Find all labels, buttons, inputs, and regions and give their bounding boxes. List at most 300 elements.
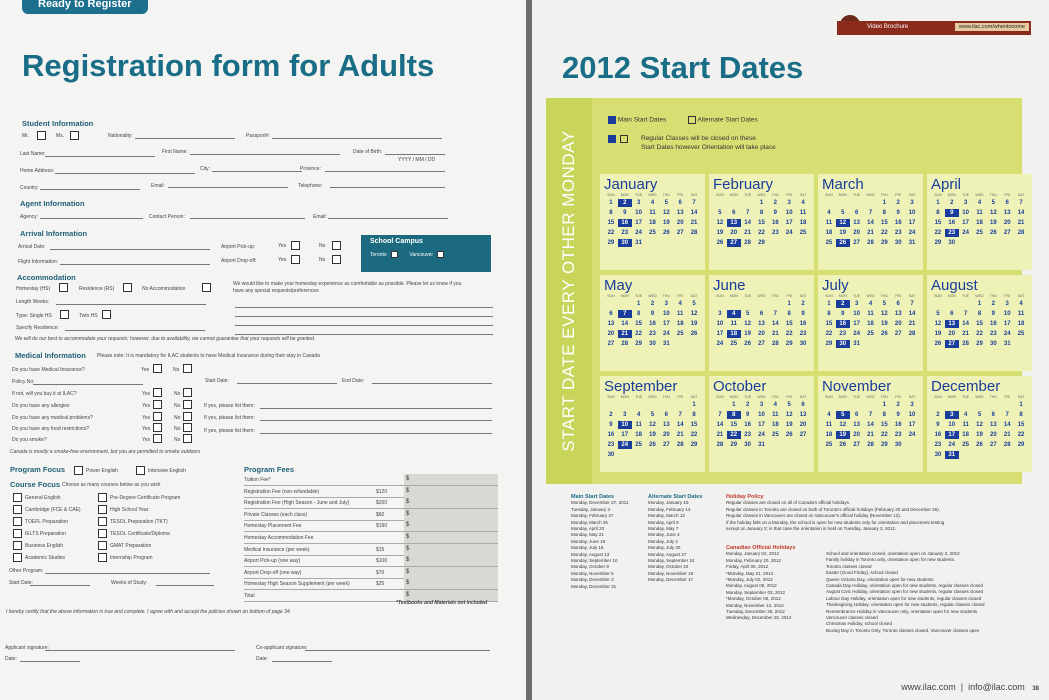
- footer-email[interactable]: info@ilac.com: [968, 682, 1025, 692]
- agency-field[interactable]: [40, 218, 143, 219]
- fee-amount-input[interactable]: $: [404, 555, 498, 566]
- empty-day: [959, 300, 973, 308]
- power-english-checkbox[interactable]: [74, 466, 83, 475]
- calendar-day: 16: [934, 432, 942, 438]
- calendar-day: 30: [948, 240, 956, 246]
- calendar-day: 3: [854, 301, 859, 307]
- course-start-date-field[interactable]: [30, 585, 90, 586]
- specify-residence-field[interactable]: [65, 330, 205, 331]
- weekday-label: THU: [989, 294, 997, 298]
- pickup-yes-label: Yes: [278, 243, 287, 249]
- smoke-no-checkbox[interactable]: [183, 434, 192, 443]
- day-grid: [713, 300, 810, 348]
- nationality-field[interactable]: [135, 138, 235, 139]
- holiday-note-line: Labour Day Holiday, orientation open for new students, regular classes closed: [826, 595, 982, 601]
- school-campus-box: [361, 235, 491, 272]
- calendar-day: 3: [1005, 301, 1009, 307]
- ms-label: Ms.: [56, 133, 65, 139]
- allergies-no-checkbox[interactable]: [183, 400, 192, 409]
- coapplicant-date-field[interactable]: [272, 661, 332, 662]
- fee-amount-input[interactable]: $: [404, 474, 498, 485]
- alt-dates-list-line: Monday, October 22: [648, 564, 689, 570]
- calendar-day: 13: [1003, 210, 1011, 216]
- country-label: Country:: [20, 185, 39, 191]
- calendar-day: 1: [827, 301, 831, 307]
- weekday-label: SAT: [690, 294, 698, 298]
- food-restrictions-yes-label: Yes: [142, 426, 151, 432]
- start-date-day: 27: [727, 239, 741, 247]
- calendar-day: 6: [854, 412, 859, 418]
- program-fees-heading: Program Fees: [244, 465, 295, 474]
- dropoff-yes-checkbox[interactable]: [291, 255, 300, 264]
- holiday-policy-line: Regular classes in Vancouver are closed on Vancouver's official holiday (November 12).: [726, 513, 901, 519]
- calendar-day: 25: [825, 240, 833, 246]
- fee-amount-input[interactable]: $: [404, 520, 498, 531]
- calendar-day: 26: [976, 442, 983, 448]
- calendar-day: 17: [962, 220, 969, 226]
- contact-person-label: Contact Person:: [149, 214, 185, 220]
- ins-yes-checkbox[interactable]: [153, 364, 162, 373]
- calendar-day: 21: [867, 432, 874, 438]
- calendar-day: 27: [607, 341, 615, 347]
- calendar-day: 24: [948, 442, 956, 448]
- calendar-day: 26: [881, 331, 888, 337]
- calendar-day: 29: [881, 442, 888, 448]
- ins-end-date-field[interactable]: [372, 383, 492, 384]
- course-left-checkbox-1[interactable]: [13, 493, 22, 502]
- calendar-day: 18: [1017, 321, 1025, 327]
- flight-info-field[interactable]: [60, 264, 210, 265]
- weekday-label: THU: [989, 193, 997, 197]
- main-dates-list-line: Monday, April 23: [571, 526, 605, 532]
- calendar-day: 9: [896, 412, 900, 418]
- weekday-label: TUE: [744, 294, 752, 298]
- calendar-day: 7: [963, 311, 968, 317]
- calendar-day: 24: [853, 331, 860, 337]
- calendar-day: 16: [894, 220, 902, 226]
- calendar-day: 10: [853, 311, 860, 317]
- arrival-date-field[interactable]: [50, 249, 210, 250]
- calendar-day: 24: [758, 432, 765, 438]
- weekday-label: TUE: [744, 193, 752, 197]
- alt-dates-list-line: Monday, December 17: [648, 577, 694, 583]
- fee-amount-input[interactable]: $: [404, 486, 498, 497]
- coapplicant-signature-field[interactable]: [305, 650, 490, 651]
- calendar-day: 17: [908, 422, 916, 428]
- calendar-day: 28: [716, 442, 724, 448]
- start-dates-title: 2012 Start Dates: [562, 50, 804, 85]
- length-weeks-field[interactable]: [56, 304, 206, 305]
- main-dates-list-line: Monday, October 8: [571, 564, 609, 570]
- canadian-holidays-line: Tuesday, December 25, 2012: [726, 609, 785, 615]
- empty-day: [931, 300, 945, 308]
- calendar-day: 21: [744, 230, 751, 236]
- calendar-day: 10: [908, 210, 916, 216]
- calendar-day: 3: [664, 301, 669, 307]
- calendar-day: 28: [1017, 230, 1025, 236]
- applicant-date-field[interactable]: [20, 661, 80, 662]
- list-field-3[interactable]: [260, 433, 492, 434]
- fee-label: Registration Fee (High Season - June and July): [244, 500, 350, 507]
- footer-website[interactable]: www.ilac.com: [901, 682, 956, 692]
- legend-main-label: Main Start Dates: [617, 116, 667, 124]
- calendar-day: 21: [1003, 432, 1011, 438]
- course-right-checkbox-6[interactable]: [98, 553, 107, 562]
- pickup-yes-checkbox[interactable]: [291, 241, 300, 250]
- empty-day: [850, 401, 864, 409]
- calendar-day: 2: [609, 412, 613, 418]
- empty-day: [959, 401, 973, 409]
- calendar-day: 29: [785, 341, 793, 347]
- allergies-yes-checkbox[interactable]: [153, 400, 162, 409]
- policy-no-field[interactable]: [33, 384, 143, 385]
- holiday-policy-line: Regular classes in Toronto are closed on both of Toronto's official holidays (February 20 and December 26).: [726, 506, 940, 512]
- calendar-day: 13: [607, 321, 615, 327]
- video-brochure-banner[interactable]: [837, 21, 1031, 35]
- home-address-label: Home Address:: [20, 168, 55, 174]
- calendar-day: 6: [732, 210, 736, 216]
- calendar-day: 13: [990, 422, 997, 428]
- contact-person-field[interactable]: [190, 218, 305, 219]
- ready-to-register-tab: Ready to Register: [22, 0, 148, 14]
- city-field[interactable]: [212, 171, 302, 172]
- weekday-label: MON: [947, 395, 956, 399]
- fee-amount-input[interactable]: $: [404, 578, 498, 589]
- intensive-english-checkbox[interactable]: [136, 466, 145, 475]
- course-left-checkbox-5[interactable]: [13, 541, 22, 550]
- fee-amount-input[interactable]: $: [404, 590, 498, 601]
- calendar-day: 25: [649, 230, 656, 236]
- calendar-day: 15: [1017, 422, 1025, 428]
- calendar-day: 16: [990, 321, 997, 327]
- sidebar-text: START DATE EVERY OTHER MONDAY: [559, 130, 578, 452]
- calendar-day: 28: [690, 230, 698, 236]
- course-left-label-6: Academic Studies: [25, 555, 66, 561]
- calendar-day: 22: [758, 230, 765, 236]
- calendar-day: 3: [910, 200, 914, 206]
- main-dates-list-line: Monday, March 26: [571, 519, 608, 525]
- video-brochure-label: Video Brochure: [867, 24, 909, 30]
- agent-email-field[interactable]: [328, 218, 448, 219]
- weekday-label: WED: [648, 294, 657, 298]
- weekday-label: WED: [757, 294, 766, 298]
- calendar-day: 2: [950, 200, 954, 206]
- calendar-day: 25: [772, 432, 779, 438]
- ms-checkbox[interactable]: [70, 131, 79, 140]
- calendar-day: 15: [934, 220, 942, 226]
- twin-hs-checkbox[interactable]: [102, 310, 111, 319]
- smoke-yes-checkbox[interactable]: [153, 434, 162, 443]
- list-field-2[interactable]: [260, 420, 492, 421]
- dropoff-no-checkbox[interactable]: [332, 255, 341, 264]
- course-right-checkbox-5[interactable]: [98, 541, 107, 550]
- empty-day: [646, 401, 660, 409]
- calendar-day: 29: [934, 240, 942, 246]
- preferences-line-2[interactable]: [235, 316, 493, 317]
- weekday-label: MON: [729, 395, 738, 399]
- calendar-day: 29: [690, 442, 698, 448]
- fee-label: Airport Pick-up (one way): [244, 558, 301, 565]
- medical-problems-no-checkbox[interactable]: [183, 412, 192, 421]
- mr-label: Mr.: [22, 133, 29, 139]
- dob-field[interactable]: [385, 154, 445, 155]
- fee-price: $70: [376, 569, 385, 576]
- empty-day: [850, 199, 864, 207]
- calendar-day: 25: [799, 230, 807, 236]
- month-name: May: [604, 277, 633, 294]
- calendar-day: 2: [745, 402, 750, 408]
- empty-day: [986, 401, 1000, 409]
- calendar-day: 26: [839, 442, 847, 448]
- food-restrictions-no-label: No: [174, 426, 181, 432]
- pickup-no-checkbox[interactable]: [332, 241, 341, 250]
- main-dates-list-line: Monday, August 13: [571, 551, 610, 557]
- start-date-day: 4: [727, 310, 741, 318]
- food-restrictions-yes-checkbox[interactable]: [153, 423, 162, 432]
- course-left-checkbox-6[interactable]: [13, 553, 22, 562]
- calendar-day: 14: [867, 220, 874, 226]
- weekday-label: FRI: [1004, 294, 1011, 298]
- calendar-day: 16: [799, 321, 807, 327]
- day-grid: [931, 300, 1028, 348]
- fee-price: $60: [376, 511, 385, 518]
- ins-start-date-field[interactable]: [237, 383, 337, 384]
- residence-label: Residence (RS): [79, 286, 115, 292]
- holiday-policy-line: If the holiday falls on a Monday, the school is open for new students only for orientation and placement testing: [726, 519, 945, 525]
- alt-dates-list-line: Monday, September 24: [648, 558, 695, 564]
- calendar-day: 5: [718, 210, 722, 216]
- ins-no-checkbox[interactable]: [183, 364, 192, 373]
- calendar-day: 3: [759, 402, 764, 408]
- last-name-field[interactable]: [45, 156, 155, 157]
- course-focus-note: Choose as many courses below as you wish: [62, 482, 161, 488]
- calendar-day: 28: [1003, 442, 1011, 448]
- telephone-field[interactable]: [330, 187, 445, 188]
- weekday-label: SUN: [825, 294, 833, 298]
- calendar-day: 27: [853, 240, 860, 246]
- passport-label: Passport#:: [246, 133, 270, 139]
- form-title: Registration form for Adults: [22, 48, 435, 83]
- course-right-checkbox-2[interactable]: [98, 505, 107, 514]
- homestay-checkbox[interactable]: [59, 283, 68, 292]
- calendar-day: 8: [609, 210, 613, 216]
- weeks-study-field[interactable]: [156, 585, 214, 586]
- no-accommodation-checkbox[interactable]: [202, 283, 211, 292]
- calendar-day: 27: [1003, 230, 1011, 236]
- weekday-label: FRI: [677, 193, 684, 197]
- calendar-day: 28: [676, 442, 684, 448]
- course-right-checkbox-1[interactable]: [98, 493, 107, 502]
- homestay-label: Homestay (HS): [16, 286, 51, 292]
- calendar-day: 8: [882, 412, 887, 418]
- calendar-day: 5: [692, 301, 696, 307]
- buy-insurance-yes-checkbox[interactable]: [153, 388, 162, 397]
- residence-checkbox[interactable]: [123, 283, 132, 292]
- course-right-checkbox-4[interactable]: [98, 529, 107, 538]
- province-label: Province:: [300, 166, 321, 172]
- calendar-day: 15: [785, 321, 793, 327]
- fee-amount-input[interactable]: $: [404, 544, 498, 555]
- fee-price: $25: [376, 581, 385, 588]
- calendar-day: 11: [799, 210, 807, 216]
- calendar-day: 12: [934, 321, 942, 327]
- canadian-holidays-line: Monday, January 02, 2012: [726, 551, 779, 557]
- calendar-day: 25: [962, 442, 969, 448]
- calendar-day: 7: [678, 412, 682, 418]
- alt-dates-list-line: Monday, May 7: [648, 526, 679, 532]
- calendar-day: 3: [963, 200, 968, 206]
- preferences-line-4[interactable]: [235, 334, 493, 335]
- calendar-day: 19: [663, 220, 670, 226]
- weekday-label: SAT: [1017, 294, 1025, 298]
- other-program-field[interactable]: [45, 573, 210, 574]
- toronto-checkbox[interactable]: [391, 251, 398, 258]
- applicant-signature-field[interactable]: [45, 650, 235, 651]
- month-october: [709, 376, 814, 472]
- calendar-day: 6: [854, 210, 859, 216]
- passport-field[interactable]: [272, 138, 442, 139]
- fees-note: *Textbooks and Materials not included: [396, 600, 488, 606]
- alt-start-swatch: [688, 116, 696, 124]
- calendar-day: 4: [636, 412, 641, 418]
- month-february: [709, 174, 814, 270]
- calendar-day: 14: [1003, 422, 1011, 428]
- calendar-day: 9: [801, 311, 805, 317]
- empty-day: [713, 300, 727, 308]
- fee-amount-input[interactable]: $: [404, 532, 498, 543]
- email-field[interactable]: [168, 187, 288, 188]
- nationality-label: Nationality:: [108, 133, 133, 139]
- calendar-day: 30: [799, 341, 807, 347]
- agent-info-heading: Agent Information: [20, 199, 85, 208]
- province-field[interactable]: [325, 171, 445, 172]
- calendar-day: 14: [621, 321, 629, 327]
- calendar-day: 23: [990, 331, 997, 337]
- calendar-day: 23: [607, 442, 615, 448]
- food-restrictions-no-checkbox[interactable]: [183, 423, 192, 432]
- calendar-day: 12: [976, 422, 983, 428]
- calendar-day: 9: [936, 422, 940, 428]
- calendar-day: 15: [825, 321, 833, 327]
- calendar-day: 15: [730, 422, 738, 428]
- empty-day: [822, 199, 836, 207]
- canadian-holidays-line: *Monday, May 21, 2012: [726, 570, 774, 576]
- weekday-label: WED: [648, 193, 657, 197]
- single-hs-checkbox[interactable]: [60, 310, 69, 319]
- day-grid: [931, 401, 1028, 459]
- month-june: [709, 275, 814, 371]
- calendar-day: 12: [839, 422, 847, 428]
- canadian-holidays-line: Wednesday, December 26, 2012: [726, 615, 792, 621]
- calendar-day: 28: [867, 240, 874, 246]
- start-date-day: 22: [727, 431, 741, 439]
- home-address-field[interactable]: [55, 173, 195, 174]
- fee-amount-input[interactable]: $: [404, 509, 498, 520]
- fee-label: Airport Drop-off (one way): [244, 569, 302, 576]
- calendar-day: 1: [609, 200, 613, 206]
- buy-insurance-no-checkbox[interactable]: [183, 388, 192, 397]
- course-left-checkbox-3[interactable]: [13, 517, 22, 526]
- canadian-holidays: [726, 545, 795, 622]
- calendar-day: 20: [663, 432, 670, 438]
- vancouver-checkbox[interactable]: [437, 251, 444, 258]
- vancouver-label: Vancouver: [409, 251, 434, 258]
- calendar-day: 29: [730, 442, 738, 448]
- weekday-label: TUE: [962, 193, 970, 197]
- calendar-day: 4: [827, 412, 831, 418]
- empty-day: [741, 199, 755, 207]
- calendar-day: 12: [649, 422, 656, 428]
- calendar-day: 28: [621, 341, 629, 347]
- medical-problems-yes-checkbox[interactable]: [153, 412, 162, 421]
- calendar-day: 16: [894, 422, 902, 428]
- calendar-day: 15: [758, 220, 765, 226]
- month-april: [927, 174, 1032, 270]
- preferences-line-1[interactable]: [235, 307, 493, 308]
- fee-price: $190: [376, 523, 388, 530]
- calendar-day: 8: [977, 311, 982, 317]
- holiday-note-line: Family holiday in Toronto only, orientation open for new students.: [826, 557, 956, 563]
- calendar-day: 10: [962, 210, 969, 216]
- empty-day: [1000, 401, 1014, 409]
- calendar-day: 14: [1017, 210, 1025, 216]
- calendar-day: 11: [649, 210, 656, 216]
- course-left-checkbox-4[interactable]: [13, 529, 22, 538]
- fee-amount-input[interactable]: $: [404, 567, 498, 578]
- alt-dates-list-line: Monday, June 4: [648, 532, 680, 538]
- calendar-day: 18: [649, 220, 656, 226]
- medical-insurance-label: Do you have Medical Insurance?: [12, 367, 85, 373]
- alt-dates-list-line: Monday, November 19: [648, 570, 694, 576]
- calendar-day: 1: [636, 301, 641, 307]
- month-name: January: [604, 176, 658, 193]
- calendar-day: 17: [758, 422, 765, 428]
- empty-day: [836, 401, 850, 409]
- calendar-day: 6: [609, 311, 613, 317]
- calendar-day: 17: [1003, 321, 1011, 327]
- calendar-day: 1: [787, 301, 791, 307]
- weekday-label: MON: [838, 193, 847, 197]
- video-url[interactable]: www.ilac.com/whentocome: [955, 23, 1029, 31]
- calendar-day: 21: [772, 331, 779, 337]
- empty-day: [864, 199, 878, 207]
- calendar-day: 19: [690, 321, 698, 327]
- list-label-3: If yes, please list them:: [204, 428, 255, 434]
- country-field[interactable]: [40, 189, 140, 190]
- calendar-day: 26: [990, 230, 997, 236]
- calendar-day: 28: [744, 240, 751, 246]
- calendar-day: 22: [934, 230, 942, 236]
- calendar-day: 13: [853, 422, 860, 428]
- weekday-label: FRI: [895, 395, 902, 399]
- calendar-day: 1: [936, 200, 940, 206]
- weekday-label: SUN: [825, 193, 833, 197]
- first-name-field[interactable]: [190, 154, 340, 155]
- course-right-checkbox-3[interactable]: [98, 517, 107, 526]
- preferences-line-3[interactable]: [235, 325, 493, 326]
- mr-checkbox[interactable]: [37, 131, 46, 140]
- calendar-day: 14: [908, 311, 916, 317]
- calendar-day: 12: [716, 220, 724, 226]
- course-left-checkbox-2[interactable]: [13, 505, 22, 514]
- weekday-label: THU: [771, 395, 779, 399]
- legend-note-1: Regular Classes will be closed on these: [641, 135, 756, 142]
- fee-amount-input[interactable]: $: [404, 497, 498, 508]
- calendar-day: 4: [650, 200, 655, 206]
- list-field-1[interactable]: [260, 408, 492, 409]
- applicant-signature-label: Applicant signature:: [5, 645, 49, 651]
- calendar-day: 8: [692, 412, 696, 418]
